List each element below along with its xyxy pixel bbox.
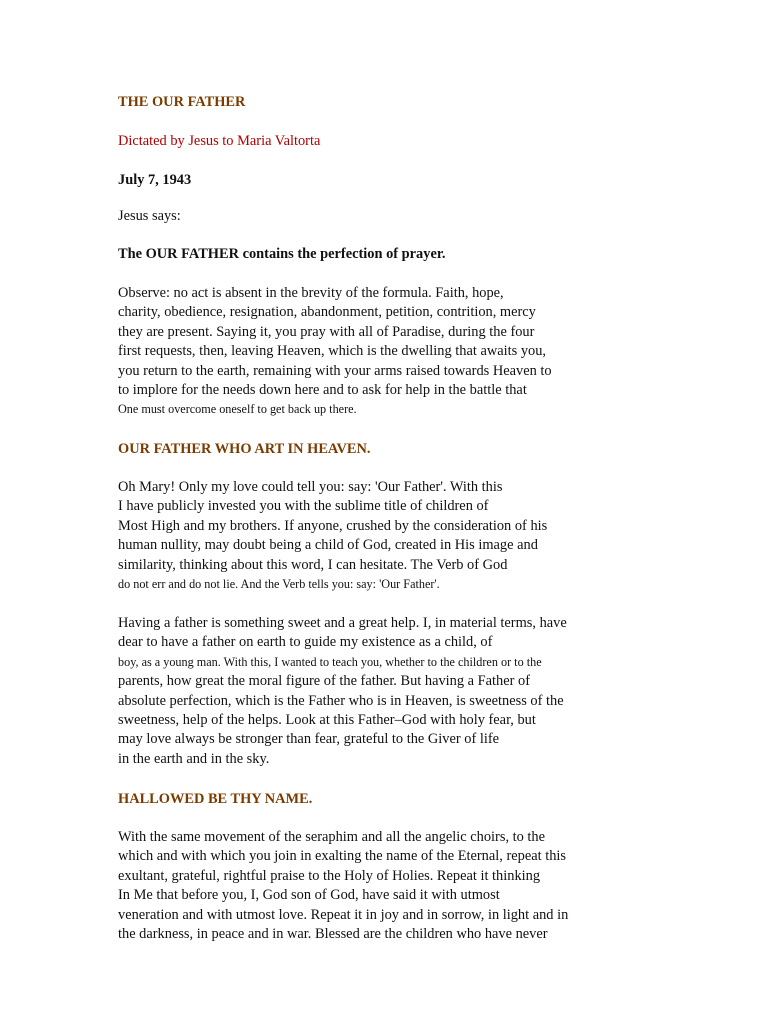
paragraph-line: similarity, thinking about this word, I can hesitate. The Verb of God xyxy=(118,556,508,573)
paragraph-line: Oh Mary! Only my love could tell you: say: 'Our Father'. With this xyxy=(118,479,503,495)
paragraph-2 xyxy=(118,478,547,594)
document-date: July 7, 1943 xyxy=(118,172,192,188)
paragraph-line: Most High and my brothers. If anyone, crushed by the consideration of his xyxy=(118,517,548,534)
paragraph-line: Observe: no act is absent in the brevity of the formula. Faith, hope, xyxy=(118,285,504,301)
document-subtitle: Dictated by Jesus to Maria Valtorta xyxy=(118,133,321,149)
paragraph-line: which and with which you join in exalting the name of the Eternal, repeat this xyxy=(118,848,566,865)
paragraph-line: do not err and do not lie. And the Verb tells you: say: 'Our Father'. xyxy=(118,577,440,592)
paragraph-line: parents, how great the moral figure of the father. But having a Father of xyxy=(118,673,530,690)
paragraph-line: absolute perfection, which is the Father who is in Heaven, is sweetness of the xyxy=(118,692,564,709)
paragraph-line: you return to the earth, remaining with your arms raised towards Heaven to xyxy=(118,362,552,379)
paragraph-line: to implore for the needs down here and to ask for help in the battle that xyxy=(118,382,527,399)
paragraph-1 xyxy=(118,284,552,420)
lead-sentence: The OUR FATHER contains the perfection of prayer. xyxy=(118,246,446,262)
paragraph-line: In Me that before you, I, God son of God, have said it with utmost xyxy=(118,887,500,904)
document-title: THE OUR FATHER xyxy=(118,94,246,110)
paragraph-line: veneration and with utmost love. Repeat it in joy and in sorrow, in light and in xyxy=(118,906,569,923)
section-heading-our-father: OUR FATHER WHO ART IN HEAVEN. xyxy=(118,441,371,457)
paragraph-line: dear to have a father on earth to guide my existence as a child, of xyxy=(118,634,493,651)
paragraph-line: they are present. Saying it, you pray with all of Paradise, during the four xyxy=(118,323,535,340)
section-heading-hallowed: HALLOWED BE THY NAME. xyxy=(118,791,313,807)
paragraph-line: One must overcome oneself to get back up there. xyxy=(118,402,357,417)
paragraph-line: human nullity, may doubt being a child of God, created in His image and xyxy=(118,537,538,554)
paragraph-line: exultant, grateful, rightful praise to the Holy of Holies. Repeat it thinking xyxy=(118,867,541,884)
paragraph-line: boy, as a young man. With this, I wanted to teach you, whether to the children or to the xyxy=(118,654,542,669)
paragraph-line: charity, obedience, resignation, abandonment, petition, contrition, mercy xyxy=(118,304,536,321)
paragraph-line: With the same movement of the seraphim and all the angelic choirs, to the xyxy=(118,829,546,845)
paragraph-line: may love always be stronger than fear, grateful to the Giver of life xyxy=(118,731,500,748)
paragraph-line: sweetness, help of the helps. Look at this Father–God with holy fear, but xyxy=(118,712,536,729)
paragraph-line: Having a father is something sweet and a great help. I, in material terms, have xyxy=(118,615,567,631)
paragraph-3 xyxy=(118,614,567,769)
paragraph-line: first requests, then, leaving Heaven, which is the dwelling that awaits you, xyxy=(118,343,547,360)
intro-line: Jesus says: xyxy=(118,208,181,224)
paragraph-line: in the earth and in the sky. xyxy=(118,750,270,767)
paragraph-line: I have publicly invested you with the sublime title of children of xyxy=(118,498,489,515)
paragraph-4 xyxy=(118,828,568,944)
paragraph-line: the darkness, in peace and in war. Blessed are the children who have never xyxy=(118,926,548,943)
